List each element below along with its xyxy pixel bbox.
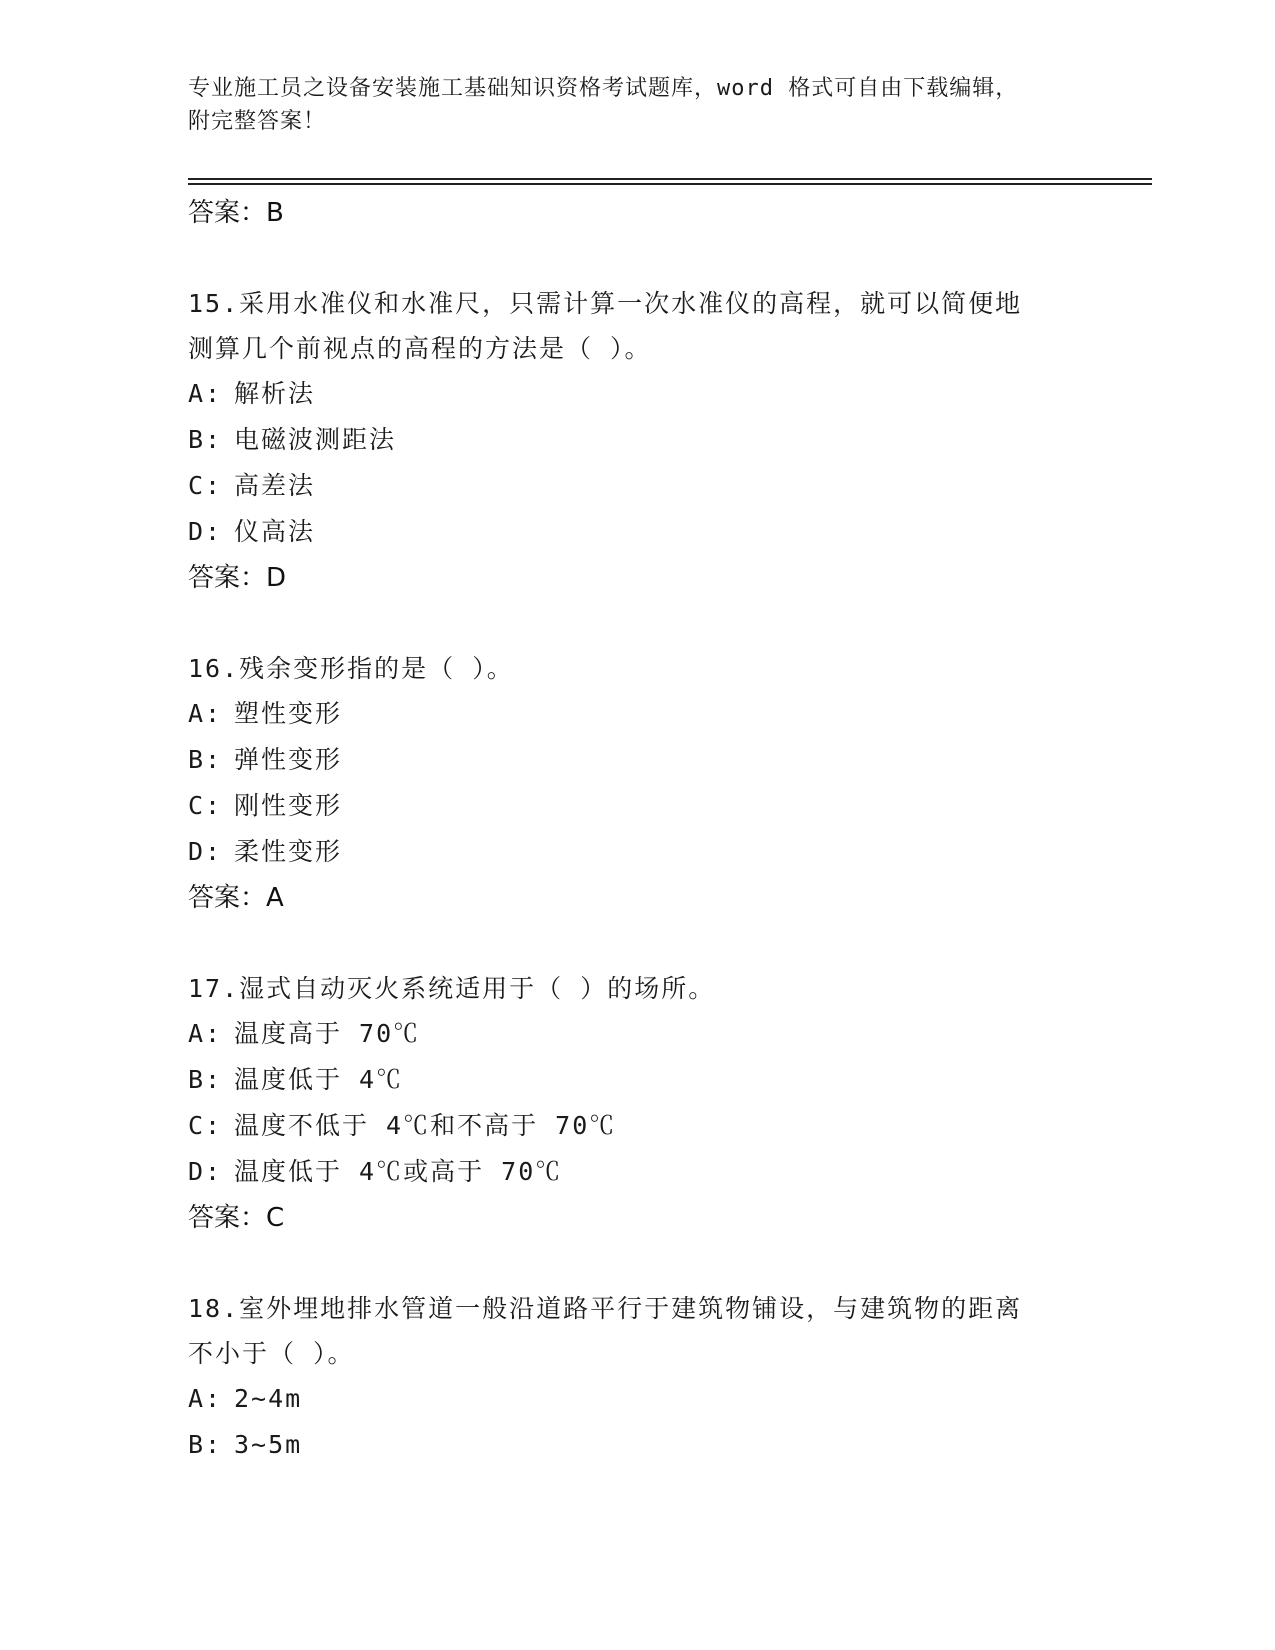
option-letter: A: bbox=[188, 1019, 223, 1048]
option-c bbox=[188, 463, 1108, 509]
document-body bbox=[188, 190, 1108, 1468]
option-letter: D: bbox=[188, 837, 223, 866]
question-15 bbox=[188, 281, 1108, 601]
option-c bbox=[188, 1103, 1108, 1149]
option-text: 温度低于 4℃ bbox=[234, 1065, 404, 1094]
option-b bbox=[188, 1422, 1108, 1468]
option-text: 塑性变形 bbox=[234, 699, 343, 728]
option-b bbox=[188, 417, 1108, 463]
option-letter: B: bbox=[188, 745, 223, 774]
option-text: 刚性变形 bbox=[234, 791, 343, 820]
option-b bbox=[188, 1057, 1108, 1103]
option-letter: A: bbox=[188, 699, 223, 728]
question-17 bbox=[188, 966, 1108, 1241]
option-b bbox=[188, 737, 1108, 783]
option-c bbox=[188, 783, 1108, 829]
option-text: 高差法 bbox=[234, 471, 316, 500]
option-letter: A: bbox=[188, 379, 223, 408]
header-divider-bottom bbox=[188, 183, 1152, 185]
option-text: 3~5m bbox=[234, 1430, 303, 1459]
document-header bbox=[188, 72, 1088, 138]
option-a bbox=[188, 1011, 1108, 1057]
question-text-line: 16.残余变形指的是（ ）。 bbox=[188, 654, 514, 683]
question-16 bbox=[188, 646, 1108, 921]
option-letter: D: bbox=[188, 517, 223, 546]
answer: 答案：A bbox=[188, 883, 284, 913]
header-line-1: 专业施工员之设备安装施工基础知识资格考试题库，word 格式可自由下载编辑， bbox=[188, 76, 1019, 101]
question-text-line: 15.采用水准仪和水准尺，只需计算一次水准仪的高程，就可以简便地 bbox=[188, 289, 1023, 318]
option-text: 2~4m bbox=[234, 1384, 303, 1413]
option-a bbox=[188, 691, 1108, 737]
option-text: 温度高于 70℃ bbox=[234, 1019, 421, 1048]
answer: 答案：C bbox=[188, 1203, 285, 1233]
option-text: 弹性变形 bbox=[234, 745, 343, 774]
option-letter: B: bbox=[188, 425, 223, 454]
option-d bbox=[188, 829, 1108, 875]
question-text-line: 18.室外埋地排水管道一般沿道路平行于建筑物铺设，与建筑物的距离 bbox=[188, 1294, 1023, 1323]
option-text: 温度低于 4℃或高于 70℃ bbox=[234, 1157, 563, 1186]
option-letter: C: bbox=[188, 791, 223, 820]
option-text: 柔性变形 bbox=[234, 837, 343, 866]
option-a bbox=[188, 1376, 1108, 1422]
option-text: 解析法 bbox=[234, 379, 316, 408]
option-d bbox=[188, 509, 1108, 555]
option-letter: B: bbox=[188, 1430, 223, 1459]
question-text-line: 17.湿式自动灭火系统适用于（ ）的场所。 bbox=[188, 974, 716, 1003]
answer: 答案：D bbox=[188, 563, 287, 593]
option-letter: C: bbox=[188, 1111, 223, 1140]
option-letter: D: bbox=[188, 1157, 223, 1186]
option-letter: A: bbox=[188, 1384, 223, 1413]
option-text: 温度不低于 4℃和不高于 70℃ bbox=[234, 1111, 617, 1140]
question-text-line: 不小于（ ）。 bbox=[188, 1339, 355, 1368]
question-text-line: 测算几个前视点的高程的方法是（ ）。 bbox=[188, 334, 652, 363]
question-18 bbox=[188, 1286, 1108, 1468]
option-d bbox=[188, 1149, 1108, 1195]
option-text: 仪高法 bbox=[234, 517, 316, 546]
previous-answer: 答案：B bbox=[188, 198, 284, 228]
header-line-2: 附完整答案！ bbox=[188, 109, 327, 134]
option-text: 电磁波测距法 bbox=[234, 425, 397, 454]
option-letter: B: bbox=[188, 1065, 223, 1094]
option-a bbox=[188, 371, 1108, 417]
header-divider-top bbox=[188, 178, 1152, 180]
option-letter: C: bbox=[188, 471, 223, 500]
